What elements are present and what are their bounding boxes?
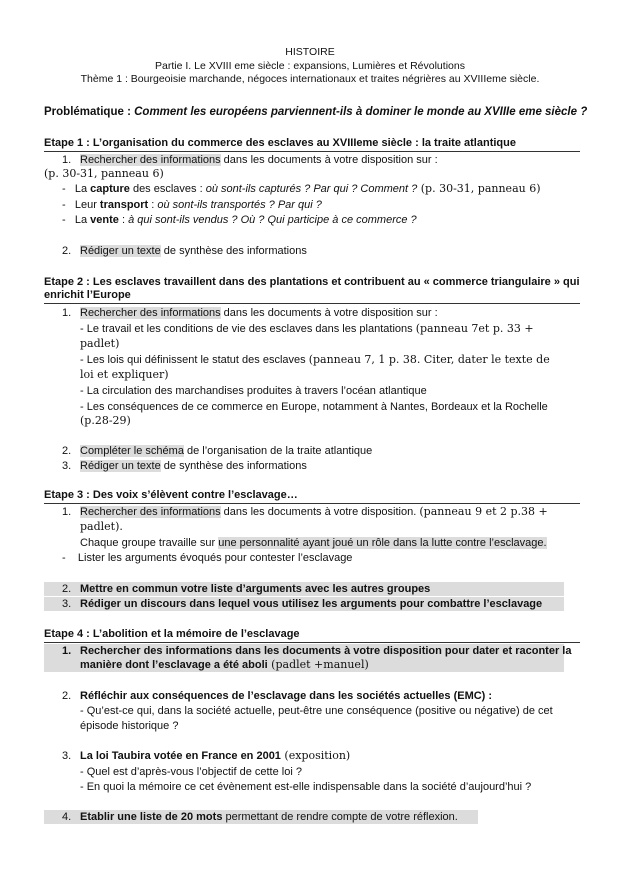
etape4-item3-detail2: - En quoi la mémoire ce cet évènement est-elle indispensable dans la société d’aujourd’hui ? xyxy=(80,781,532,793)
etape3-item1: 1. Rechercher des informations dans les documents à votre disposition. (panneau 9 et 2 p.38 + xyxy=(62,505,548,518)
etape3-title: Etape 3 : Des voix s’élèvent contre l’esclavage… xyxy=(44,489,580,504)
etape3-item3: 3. Rédiger un discours dans lequel vous utilisez les arguments pour combattre l’esclavage xyxy=(62,598,543,610)
problematique-text: Comment les européens parviennent-ils à dominer le monde au XVIIIe eme siècle ? xyxy=(134,106,588,118)
problematique-label: Problématique : xyxy=(44,106,135,118)
etape4-item2-detail: - Qu’est-ce qui, dans la société actuelle, peut-être une conséquence (positive ou négative) de cet xyxy=(80,705,553,717)
etape1-title: Etape 1 : L’organisation du commerce des esclaves au XVIIIeme siècle : la traite atlantique xyxy=(44,137,580,152)
etape4-item3: 3. La loi Taubira votée en France en 2001 (exposition) xyxy=(62,749,351,762)
etape3-line2: Chaque groupe travaille sur une personnalité ayant joué un rôle dans la lutte contre l’esclavage. xyxy=(80,537,547,549)
etape3-ref2: padlet). xyxy=(80,520,123,533)
doc-part: Partie I. Le XVIII eme siècle : expansions, Lumières et Révolutions xyxy=(155,60,465,72)
etape2-detail4-ref: (p.28-29) xyxy=(80,414,131,427)
etape2-detail1: - Le travail et les conditions de vie des esclaves dans les plantations (panneau 7et p. 33 + xyxy=(80,322,534,335)
etape1-bullet-vente: - La vente : à qui sont-ils vendus ? Où ? Qui participe à ce commerce ? xyxy=(62,214,417,226)
problematique xyxy=(44,106,587,118)
etape1-bullet-capture: - La capture des esclaves : où sont-ils capturés ? Par qui ? Comment ? (p. 30-31, panneau 6) xyxy=(62,182,541,195)
etape1-item1: 1. Rechercher des informations dans les documents à votre disposition sur : xyxy=(62,154,438,166)
doc-theme: Thème 1 : Bourgeoisie marchande, négoces internationaux et traites négrières au XVIIIeme siècle. xyxy=(80,73,540,85)
etape1-ref: (p. 30-31, panneau 6) xyxy=(44,167,164,180)
etape2-detail2: - Les lois qui définissent le statut des esclaves (panneau 7, 1 p. 38. Citer, dater le texte de xyxy=(80,353,550,366)
etape3-line3: - Lister les arguments évoqués pour contester l’esclavage xyxy=(62,552,353,564)
etape3-item2: 2. Mettre en commun votre liste d’arguments avec les autres groupes xyxy=(62,583,431,595)
etape4-item2: 2. Réfléchir aux conséquences de l’esclavage dans les sociétés actuelles (EMC) : xyxy=(62,690,493,702)
etape2-detail4: - Les conséquences de ce commerce en Europe, notamment à Nantes, Bordeaux et la Rochelle xyxy=(80,401,548,413)
etape2-detail2-ref2: loi et expliquer) xyxy=(80,368,169,381)
etape4-item4: 4. Etablir une liste de 20 mots permettant de rendre compte de votre réflexion. xyxy=(62,811,458,823)
etape4-item1-line2: manière dont l’esclavage a été aboli (padlet +manuel) xyxy=(80,658,369,671)
etape1-item1-highlight: Rechercher des informations xyxy=(80,154,221,166)
etape2-item2: 2. Compléter le schéma de l’organisation de la traite atlantique xyxy=(62,445,373,457)
etape4-item2-detail-b: épisode historique ? xyxy=(80,720,179,732)
etape4-item1: 1. Rechercher des informations dans les documents à votre disposition pour dater et raconter la xyxy=(62,645,572,657)
etape4-title: Etape 4 : L’abolition et la mémoire de l’esclavage xyxy=(44,628,580,643)
etape4-item3-detail1: - Quel est d’après-vous l’objectif de cette loi ? xyxy=(80,766,302,778)
etape2-item3: 3. Rédiger un texte de synthèse des informations xyxy=(62,460,307,472)
doc-title: HISTOIRE xyxy=(285,46,335,58)
etape2-title-1: Etape 2 : Les esclaves travaillent dans des plantations et contribuent au « commerce triangulaire » qui xyxy=(44,276,580,288)
etape2-detail1-ref2: padlet) xyxy=(80,337,120,350)
etape2-title-2: enrichit l’Europe xyxy=(44,289,580,304)
etape1-item2: 2. Rédiger un texte de synthèse des informations xyxy=(62,245,307,257)
etape2-item1: 1. Rechercher des informations dans les documents à votre disposition sur : xyxy=(62,307,438,319)
etape1-bullet-transport: - Leur transport : où sont-ils transportés ? Par qui ? xyxy=(62,199,322,211)
etape2-detail3: - La circulation des marchandises produites à travers l’océan atlantique xyxy=(80,385,427,397)
